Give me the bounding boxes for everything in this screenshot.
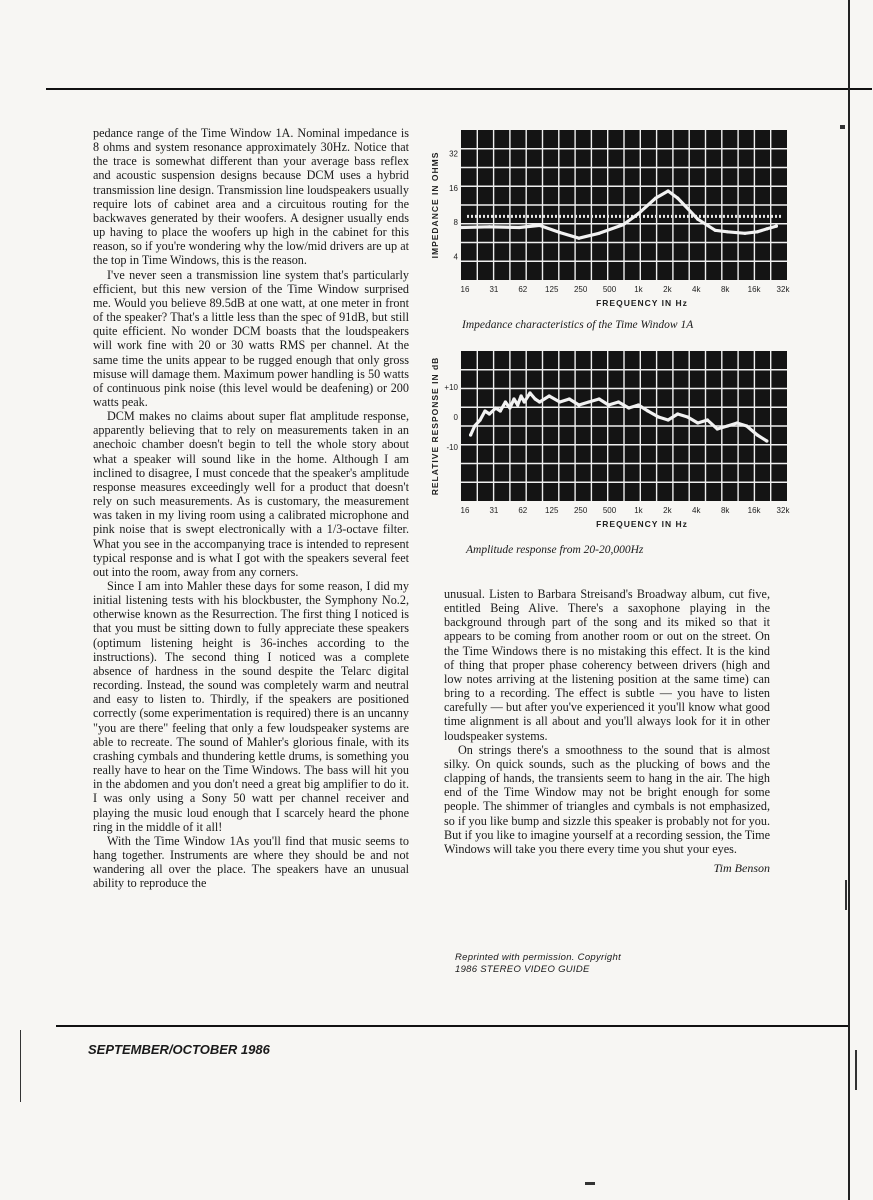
data-point (598, 232, 601, 235)
top-rule (46, 88, 872, 90)
data-point (637, 212, 640, 215)
x-tick-label: 32k (776, 285, 790, 294)
data-point (516, 403, 519, 406)
data-point (756, 433, 759, 436)
x-axis-title: FREQUENCY IN Hz (596, 298, 688, 308)
scan-speck (845, 880, 847, 910)
data-point (646, 409, 649, 412)
data-point (765, 227, 768, 230)
data-point (756, 230, 759, 233)
data-point (548, 394, 551, 397)
body-paragraph: On strings there's a smoothness to the sound that is almost silky. On quick sounds, such as the plucking of bows and the clapping of hands, the transients seem to hang in the air. The high end of the Time Window may not be bright enough for some people. The shimmer of triangles and cymbals is not emphasized, so if you like bump and sizzle this speaker is probably not for you. But if you like to imagine yourself at a recording session, the Time Windows will take you there every time you shut your eyes. (444, 742, 770, 856)
data-point (520, 394, 523, 397)
bottom-rule (56, 1025, 848, 1027)
y-tick-label: -10 (446, 443, 458, 452)
x-tick-label: 62 (518, 285, 528, 294)
data-point (459, 226, 462, 229)
impedance-chart-caption: Impedance characteristics of the Time Window 1A (462, 319, 694, 331)
data-point (686, 415, 689, 418)
data-point (617, 400, 620, 403)
x-tick-label: 250 (573, 285, 588, 294)
data-point (598, 397, 601, 400)
data-point (676, 197, 679, 200)
data-point (488, 225, 491, 228)
body-paragraph: unusual. Listen to Barbara Streisand's Broadway album, cut five, entitled Being Alive. There's a saxophone playing in the background through part of the song and its miked so that it appears to be coming from another room or out on the street. On the Time Windows there is no mistaking this effect. It is the kind of thing that proper phase coherency between drivers (high and low notes arriving at the listening position at the same time) can bring to a recording. The effect is subtle — you have to listen carefully — but after you've experienced it you'll know what good time alignment is all about and you'll always look for it in other loudspeaker systems. (444, 587, 770, 743)
reprint-notice (455, 952, 621, 976)
y-tick-label: 4 (453, 252, 458, 262)
y-tick-label: +10 (444, 383, 458, 392)
author-byline: Tim Benson (713, 860, 770, 875)
reprint-line: Reprinted with permission. Copyright (455, 952, 622, 963)
y-tick-label: 8 (453, 218, 458, 228)
x-tick-label: 500 (602, 506, 617, 515)
data-point (504, 400, 507, 403)
data-point (667, 189, 670, 192)
x-tick-label: 500 (602, 285, 617, 294)
x-tick-label: 125 (545, 506, 559, 515)
data-point (558, 231, 561, 234)
data-point (568, 397, 571, 400)
data-point (479, 418, 482, 421)
x-tick-label: 16k (747, 285, 761, 294)
left-column (93, 126, 409, 890)
reprint-line: 1986 STEREO VIDEO GUIDE (455, 964, 590, 975)
data-point (726, 424, 729, 427)
data-point (716, 427, 719, 430)
y-tick-label: 16 (449, 183, 458, 193)
y-tick-label: 32 (449, 149, 458, 159)
x-axis-title: FREQUENCY IN Hz (596, 519, 688, 529)
data-point (637, 403, 640, 406)
x-tick-label: 1k (634, 506, 643, 515)
data-point (676, 412, 679, 415)
impedance-chart (425, 122, 795, 314)
data-point (558, 400, 561, 403)
amplitude-chart (425, 345, 795, 540)
data-point (657, 415, 660, 418)
data-point (499, 409, 502, 412)
x-tick-label: 31 (489, 285, 499, 294)
x-tick-label: 2k (663, 506, 672, 515)
data-point (512, 397, 515, 400)
y-tick-label: 0 (453, 413, 458, 422)
data-point (577, 403, 580, 406)
data-point (488, 412, 491, 415)
x-tick-label: 16 (460, 506, 470, 515)
data-point (534, 397, 537, 400)
body-paragraph: I've never seen a transmission line system that's particularly efficient, but this new version of the Time Window surprised me. Would you believe 89.5dB at one watt, at one meter in front of the speaker? That's a little less than the spec of 91dB, but still quite efficient. No wonder DCM boasts that the loudspeakers will work fine with 20 or 30 watts RMS per channel. At the same time the units appear to be rugged enough that only gross misuse will damage them. Maximum power handling is 50 watts of continuous pink noise (this level would be deafening) or 200 watts peak. (93, 267, 409, 409)
data-point (714, 229, 717, 232)
data-point (538, 224, 541, 227)
body-paragraph: Since I am into Mahler these days for some reason, I did my initial listening tests with his blockbuster, the Symphony No.2, otherwise known as the Resurrection. The first thing I noticed is that you must be sitting down to fully appreciate these speakers (optimum listening height is 36-inches according to the instructions). The second thing I noticed was a complete absence of hardness in the sound despite the Telarc digital recording. Instead, the sound was completely warm and neutral and easy to listen to. Thirdly, if the speakers are positioned correctly (some experimentation is required) there is an uncanny "you are there" feeling that only a few loudspeaker systems are able to recreate. The sound of Mahler's glorious finale, with its crashing cymbals and thundering kettle drums, is something you really have to hear on the Time Windows. The bass will hit you in the abdomen and you don't need a great big amplifier to do it. I was only using a Sony 50 watt per channel receiver and playing the music loud enough that I scarcely heard the phone ring in the middle of it all! (93, 579, 409, 834)
data-point (743, 232, 746, 235)
data-point (577, 237, 580, 240)
data-point (654, 197, 657, 200)
data-point (523, 400, 526, 403)
data-point (508, 406, 511, 409)
x-tick-label: 16 (460, 285, 470, 294)
body-paragraph: DCM makes no claims about super flat amplitude response, apparently believing that to rely on measurements taken in an anechoic chamber doesn't begin to tell the whole story about what a speaker will sound like in the home. Although I am inclined to disagree, I must concede that the speaker's amplitude response measures exceedingly well for a product that doesn't rely on such measurements. As is customary, the measurement was taken in my living room using a calibrated microphone and pink noise that is swept electronically with a 1/3-octave filter. What you see in the accompanying trace is intended to represent typical response and is what I got with the speakers several feet out into the room, away from any corners. (93, 409, 409, 579)
x-tick-label: 125 (545, 285, 559, 294)
x-tick-label: 4k (692, 506, 701, 515)
x-tick-label: 250 (573, 506, 588, 515)
y-axis-title: IMPEDANCE IN OHMS (430, 151, 440, 259)
x-tick-label: 1k (634, 285, 643, 294)
data-point (473, 424, 476, 427)
data-point (667, 418, 670, 421)
data-point (518, 226, 521, 229)
body-paragraph: With the Time Window 1As you'll find that music seems to hang together. Instruments are where they should be and not wandering all over the place. The speakers have an unusual ability to reproduce the (93, 833, 409, 891)
scan-speck (585, 1182, 595, 1185)
issue-date-footer: SEPTEMBER/OCTOBER 1986 (88, 1042, 270, 1057)
x-tick-label: 62 (518, 506, 528, 515)
data-point (469, 433, 472, 436)
x-tick-label: 32k (776, 506, 790, 515)
data-point (775, 225, 778, 228)
data-point (696, 218, 699, 221)
scan-speck (840, 125, 845, 129)
data-point (627, 406, 630, 409)
data-point (765, 439, 768, 442)
data-point (622, 223, 625, 226)
amplitude-chart-caption: Amplitude response from 20-20,000Hz (466, 544, 644, 556)
data-point (528, 391, 531, 394)
x-tick-label: 4k (692, 285, 701, 294)
data-point (706, 418, 709, 421)
data-point (696, 421, 699, 424)
data-point (607, 403, 610, 406)
page-edge-line (848, 0, 850, 1200)
data-point (494, 406, 497, 409)
data-point (736, 421, 739, 424)
data-point (587, 400, 590, 403)
y-axis-title: RELATIVE RESPONSE IN dB (430, 356, 440, 496)
x-tick-label: 8k (720, 506, 730, 515)
left-margin-rule (20, 1030, 21, 1102)
scan-speck (855, 1050, 857, 1090)
x-tick-label: 8k (720, 285, 730, 294)
data-point (483, 409, 486, 412)
right-column (444, 587, 770, 876)
data-point (538, 400, 541, 403)
x-tick-label: 2k (663, 285, 672, 294)
body-paragraph: pedance range of the Time Window 1A. Nominal impedance is 8 ohms and system resonance approximately 30Hz. Notice that the trace is somewhat different than your average bass reflex and acoustic suspension designs because DCM uses a hybrid transmission line design. Transmission line loudspeakers usually require lots of cabinet area and a circuitous routing for the backwaves generated by their woofers. A designer usually ends up having to place the woofers up high in the cabinet for this reason, so if you're wondering why the low/mid drivers are up at the top in Time Windows, this is the reason. (93, 126, 409, 268)
data-point (745, 424, 748, 427)
data-point (726, 230, 729, 233)
x-tick-label: 16k (747, 506, 761, 515)
x-tick-label: 31 (489, 506, 499, 515)
